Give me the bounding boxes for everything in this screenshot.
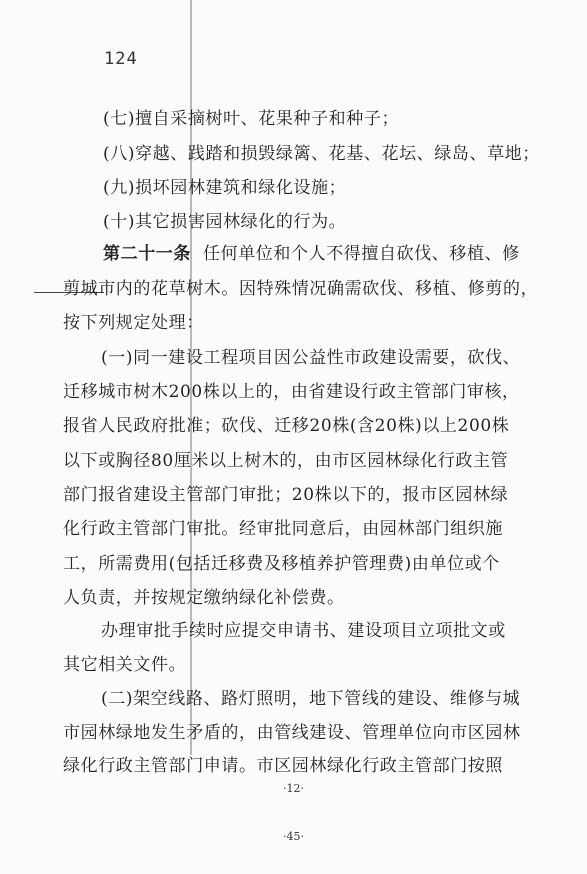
paragraph-line: 其它相关文件。 <box>63 655 187 675</box>
inner-page-number: ·12· <box>283 782 304 795</box>
article-line: 任何单位和个人不得擅自砍伐、移植、修 <box>203 244 520 264</box>
page-number-top: 124 <box>104 49 138 69</box>
paragraph-line: 工，所需费用(包括迁移费及移植养护管理费)由单位或个 <box>63 554 500 574</box>
paragraph-line: 以下或胸径80厘米以上树木的，由市区园林绿化行政主管 <box>63 451 509 471</box>
paragraph-line: 迁移城市树木200株以上的，由省建设行政主管部门审核， <box>63 382 520 402</box>
paragraph-line: 化行政主管部门审批。经审批同意后，由园林部门组织施 <box>63 519 503 539</box>
list-item-9: (九)损坏园林建筑和绿化设施； <box>103 178 347 198</box>
article-line: 剪城市内的花草树木。因特殊情况确需砍伐、移植、修剪的， <box>63 279 539 299</box>
paragraph-line: 市园林绿地发生矛盾的，由管线建设、管理单位向市区园林 <box>63 723 521 743</box>
paragraph-line: 报省人民政府批准；砍伐、迁移20株(含20株)以上200株 <box>63 416 510 436</box>
list-item-8: (八)穿越、践踏和损毁绿篱、花基、花坛、绿岛、草地； <box>103 144 540 164</box>
paragraph-line: 部门报省建设主管部门审批；20株以下的，报市区园林绿 <box>63 485 509 505</box>
paragraph-line: 绿化行政主管部门申请。市区园林绿化行政主管部门按照 <box>63 756 503 776</box>
paragraph-line: 办理审批手续时应提交申请书、建设项目立项批文或 <box>101 621 506 641</box>
article-heading: 第二十一条 <box>103 244 191 264</box>
list-item-10: (十)其它损害园林绿化的行为。 <box>103 212 347 232</box>
paragraph-line: (一)同一建设工程项目因公益性市政建设需要，砍伐、 <box>101 348 521 368</box>
article-line: 按下列规定处理： <box>63 313 204 333</box>
paragraph-line: (二)架空线路、路灯照明，地下管线的建设、维修与城 <box>101 689 521 709</box>
paragraph-line: 人负责，并按规定缴纳绿化补偿费。 <box>63 588 345 608</box>
outer-page-number: ·45· <box>283 830 304 843</box>
list-item-7: (七)擅自采摘树叶、花果种子和种子； <box>103 109 400 129</box>
article-21-first-line <box>103 243 520 265</box>
